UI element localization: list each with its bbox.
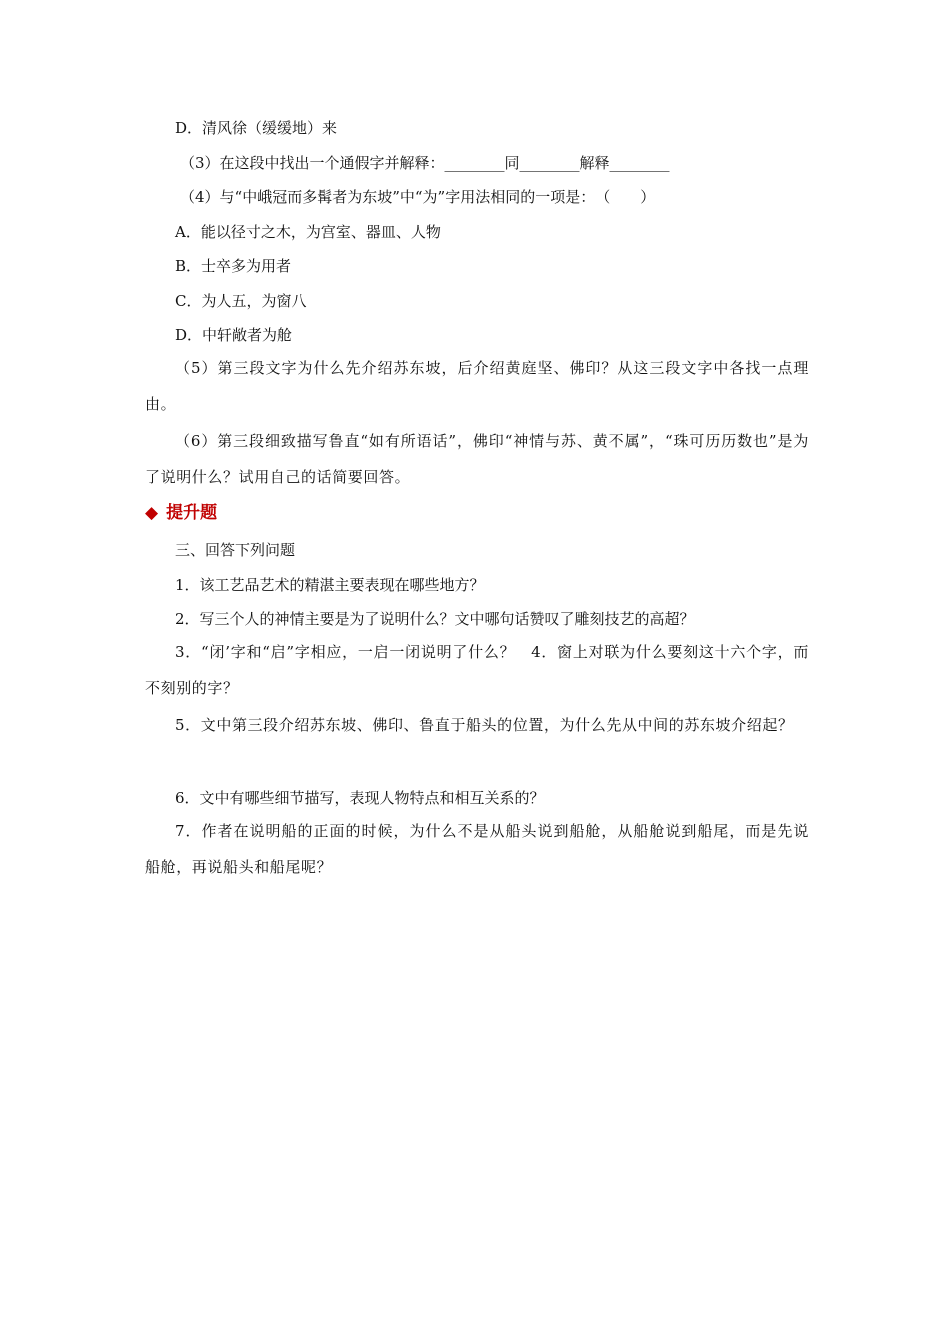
question-4-option-d: D．中轩敞者为舱 (175, 326, 293, 344)
part-three-question-1: 1．该工艺品艺术的精湛主要表现在哪些地方？ (175, 576, 485, 594)
question-4-option-c: C．为人五，为窗八 (175, 292, 307, 310)
question-4-option-b: B．士卒多为用者 (175, 257, 292, 275)
part-three-question-6: 6．文中有哪些细节描写，表现人物特点和相互关系的？ (175, 789, 545, 807)
diamond-bullet-icon: ◆ (145, 503, 159, 523)
part-three-question-3-4: 3．“闭’字和“启”字相应，一启一闭说明了什么？ 4．窗上对联为什么要刻这十六个字，而不刻别的字？ (145, 643, 809, 697)
section-heading-advanced (145, 502, 217, 524)
question-6: （6）第三段细致描写鲁直“如有所语话”，佛印“神情与苏、黄不属”，“珠可历历数也”是为了说明什么？试用自己的话简要回答。 (145, 432, 809, 486)
option-d-clear-breeze: D．清风徐（缓缓地）来 (175, 119, 338, 137)
question-4-option-a: A．能以径寸之木，为宫室、器皿、人物 (175, 223, 441, 241)
question-4: （4）与“中峨冠而多髯者为东坡”中“为”字用法相同的一项是： （ ） (180, 188, 656, 206)
part-three-heading: 三、回答下列问题 (175, 541, 296, 559)
question-3: （3）在这段中找出一个通假字并解释：________同________解释________ (180, 154, 670, 172)
part-three-question-7: 7．作者在说明船的正面的时候，为什么不是从船头说到船舱，从船舱说到船尾，而是先说船舱，再说船头和船尾呢？ (145, 822, 809, 876)
part-three-question-5: 5．文中第三段介绍苏东坡、佛印、鲁直于船头的位置，为什么先从中间的苏东坡介绍起？ (175, 716, 794, 734)
part-three-question-2: 2．写三个人的神情主要是为了说明什么？文中哪句话赞叹了雕刻技艺的高超？ (175, 610, 695, 628)
section-title: 提升题 (166, 503, 218, 523)
question-5: （5）第三段文字为什么先介绍苏东坡，后介绍黄庭坚、佛印？从这三段文字中各找一点理由。 (145, 359, 809, 413)
